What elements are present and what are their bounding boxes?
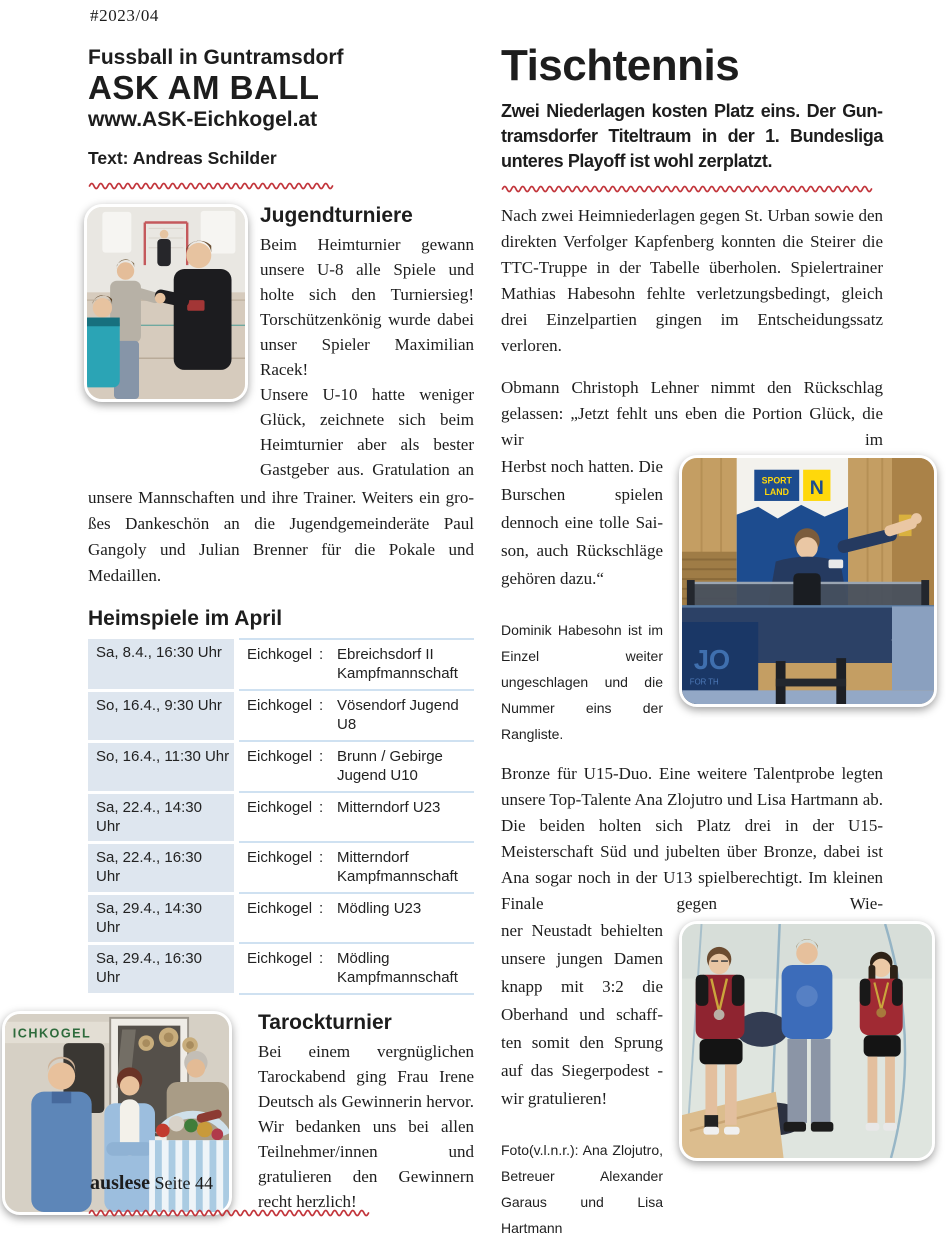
u15-text-column: [501, 917, 663, 1241]
match-row: [88, 843, 474, 894]
section-heading-tarockturnier: Tarockturnier: [258, 1010, 392, 1034]
section-heading-heimspiele: Heimspiele im April: [88, 606, 283, 630]
match-date: Sa, 29.4., 16:30 Uhr: [88, 945, 234, 993]
eichkogel-sign: ICHKOGEL: [12, 1026, 92, 1041]
match-date: So, 16.4., 9:30 Uhr: [88, 692, 234, 740]
versus-separator: :: [319, 696, 324, 714]
jugend-paragraph-3: unsere Mannschaften und ihre Trainer. Weiters ein großes Dankeschön an die Jugendgemeinderäte Paul Gangoly und Julian Brenner für die Pokale und Medaillen.: [88, 487, 474, 585]
versus-separator: :: [319, 798, 324, 816]
byline: Text: Andreas Schilder: [88, 147, 277, 168]
habesohn-row: [501, 453, 883, 747]
versus-separator: :: [319, 747, 324, 765]
away-team: Ebreichsdorf II Kampfmannschaft: [337, 645, 458, 682]
home-team: Eichkogel: [247, 848, 313, 866]
tischtennis-paragraph-1: Nach zwei Heimniederlagen gegen St. Urban sowie den direkten Verfolger Kapfenberg konnten die Steirer die TTC-Truppe in der Tabelle überholen. Spielertrainer Mathias Habesohn fehlte verletzungsbedingt, gleich drei Einzelpartien gingen im Entscheidungssatz verloren.: [501, 206, 883, 355]
versus-separator: :: [319, 848, 324, 866]
tarock-paragraph: Bei einem vergnüglichen Tarockabend ging Frau Irene Deutsch als Gewinnerin hervor. Wir bedanken uns bei allen Teilnehmer/innen und gratulieren den Gewinnern recht herzlich!: [258, 1042, 474, 1211]
match-row: [88, 691, 474, 742]
page-footer: [90, 1172, 213, 1195]
away-team: Brunn / Gebirge Jugend U10: [337, 747, 443, 784]
photo-youth-tournament: [84, 204, 248, 402]
photo-caption-u15-duo: Foto(v.l.n.r.): Ana Zlojutro, Betreuer Alexander Garaus und Lisa Hartmann: [501, 1142, 663, 1236]
youth-tournament-illustration: [87, 207, 245, 399]
issue-number: #2023/04: [90, 6, 160, 25]
match-date: Sa, 22.4., 16:30 Uhr: [88, 844, 234, 892]
home-team: Eichkogel: [247, 747, 313, 765]
away-team: Mitterndorf U23: [337, 798, 441, 816]
match-date: So, 16.4., 11:30 Uhr: [88, 743, 234, 791]
away-team: Mödling Kampfmannschaft: [337, 949, 458, 986]
match-row: [88, 638, 474, 691]
jugend-paragraph-1: Beim Heimturnier gewann unsere U-8 alle Spiele und holte sich den Turniersieg! Torschützenkönig wurde dabei unser Spieler Maximilian Racek!: [260, 234, 474, 379]
article-title-tischtennis: Tischtennis: [501, 41, 740, 90]
tarockturnier-section: [2, 1011, 474, 1215]
match-row: [88, 793, 474, 843]
jugendturniere-section: [88, 204, 474, 482]
section-heading-jugendturniere: Jugendturniere: [260, 203, 413, 227]
joola-cloth-subtext: FOR TH: [689, 677, 719, 687]
versus-separator: :: [319, 645, 324, 663]
tischtennis-paragraph-2-continued: Herbst noch hatten. Die Burschen spielen dennoch eine tolle Saison, auch Rückschläge gehören dazu.“: [501, 457, 663, 588]
tischtennis-paragraph-3-continued: ner Neustadt behielten unsere jungen Damen knapp mit 3:2 die Oberhand und schafften somit den Sprung auf das Siegerpodest - wir gratulieren!: [501, 921, 663, 1108]
wavy-divider: [88, 180, 340, 191]
article-kicker: Fussball in Guntramsdorf: [88, 46, 344, 69]
sportland-banner-line2: LAND: [764, 487, 789, 498]
match-row: [88, 944, 474, 995]
magazine-name: auslese: [90, 1172, 150, 1194]
tabletennis-action-illustration: [682, 458, 934, 704]
joola-cloth-brand: JO: [693, 643, 731, 675]
niederoesterreich-logo: N: [809, 477, 824, 500]
jugend-paragraph-2: Unsere U-10 hatte weniger Glück, zeichnete sich beim Heimturnier aber als bester Gastgeber aus. Gratulation an: [260, 384, 474, 479]
photo-u15-medalists: [679, 921, 935, 1161]
article-tischtennis: [501, 41, 883, 1241]
page-number: Seite 44: [154, 1173, 213, 1193]
wavy-divider: [501, 183, 879, 194]
home-team: Eichkogel: [247, 899, 313, 917]
website-url: www.ASK-Eichkogel.at: [88, 108, 318, 132]
match-row: [88, 894, 474, 944]
away-team: Mödling U23: [337, 899, 422, 917]
habesohn-text-column: [501, 453, 663, 747]
versus-separator: :: [319, 899, 324, 917]
match-table: [88, 638, 474, 995]
away-team: Mitterndorf Kampfmannschaft: [337, 848, 458, 885]
article-lead: Zwei Niederlagen kosten Platz eins. Der Guntramsdorfer Titeltraum in der 1. Bundesliga unteres Playoff ist wohl zerplatzt.: [501, 101, 883, 171]
versus-separator: :: [319, 949, 324, 967]
sportland-banner-line1: SPORT: [761, 475, 792, 486]
tischtennis-paragraph-2: Obmann Christoph Lehner nimmt den Rückschlag gelassen: „Jetzt fehlt uns eben die Portion Glück, die wir im: [501, 378, 883, 449]
article-title: ASK AM BALL: [88, 69, 320, 107]
match-date: Sa, 29.4., 14:30 Uhr: [88, 895, 234, 942]
home-team: Eichkogel: [247, 949, 313, 967]
u15-duo-row: [501, 917, 883, 1241]
u15-medalists-illustration: [682, 924, 932, 1158]
photo-caption-habesohn: Dominik Habesohn ist im Einzel weiter ungeschlagen und die Nummer eins der Rangliste.: [501, 622, 663, 742]
match-row: [88, 742, 474, 793]
home-team: Eichkogel: [247, 645, 313, 663]
home-team: Eichkogel: [247, 798, 313, 816]
home-team: Eichkogel: [247, 696, 313, 714]
match-date: Sa, 8.4., 16:30 Uhr: [88, 639, 234, 689]
away-team: Vösendorf Jugend U8: [337, 696, 459, 733]
tarockturnier-text: [258, 1011, 474, 1214]
match-date: Sa, 22.4., 14:30 Uhr: [88, 794, 234, 841]
photo-tabletennis-action: [679, 455, 937, 707]
jugendturniere-text: [260, 204, 474, 482]
article-fussball: [12, 46, 474, 1215]
footer-wavy-divider: [88, 1207, 373, 1218]
tischtennis-paragraph-3: Bronze für U15-Duo. Eine weitere Talentprobe legten unsere Top-Talente Ana Zlojutro und Lisa Hartmann ab. Die beiden holten sich Platz drei in der U15-Meisterschaft Süd und jubelten über Bronze, dabei ist Ana sogar noch in der U13 spielberechtigt. Im kleinen Finale gegen Wie-: [501, 764, 883, 913]
